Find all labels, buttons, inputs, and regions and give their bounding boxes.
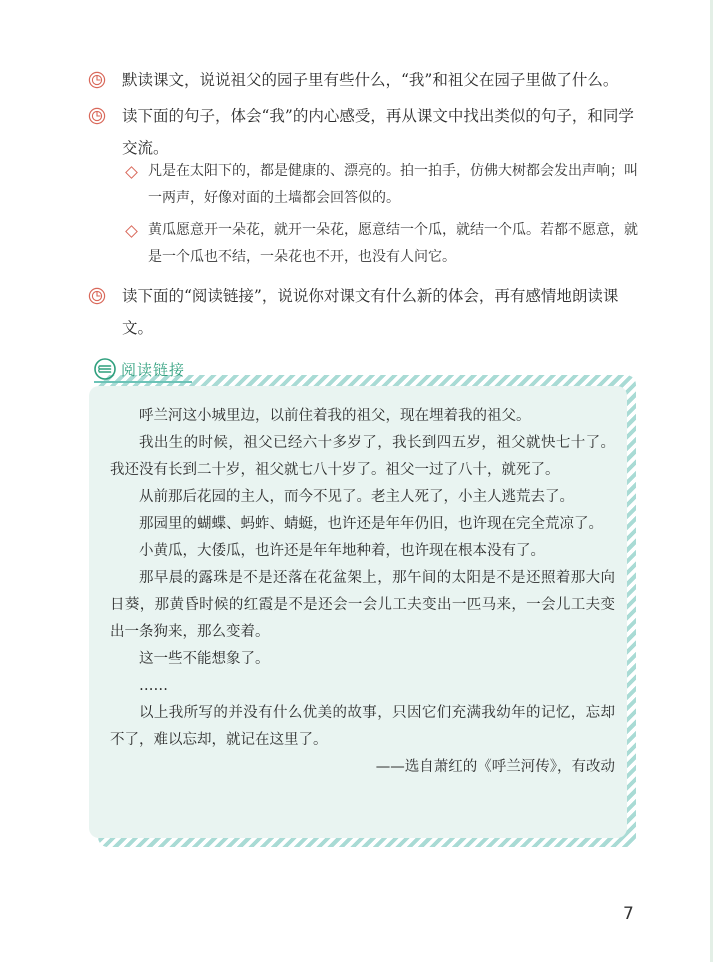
exercise-item <box>88 280 648 344</box>
spiral-seal-icon <box>88 287 106 305</box>
reading-link-header <box>94 356 185 382</box>
reading-paragraph: 我出生的时候，祖父已经六十多岁了，我长到四五岁，祖父就快七十了。我还没有长到二十岁，祖父就七八十岁了。祖父一过了八十，就死了。 <box>110 435 615 478</box>
book-stack-icon <box>94 358 116 380</box>
reading-paragraph: 从前那后花园的主人，而今不见了。老主人死了，小主人逃荒去了。 <box>139 489 574 505</box>
page-number: 7 <box>623 904 634 924</box>
reading-paragraph: 那早晨的露珠是不是还落在花盆架上，那午间的太阳是不是还照着那大向日葵，那黄昏时候的红霞是不是还会一会儿工夫变出一匹马来，一会儿工夫变出一条狗来，那么变着。 <box>110 570 615 640</box>
reading-link-title: 阅读链接 <box>121 360 186 379</box>
spiral-seal-icon <box>88 71 106 89</box>
reading-link-underline <box>94 381 192 383</box>
reading-ellipsis: …… <box>139 678 168 694</box>
spiral-seal-icon <box>88 107 106 125</box>
example-sentence-text: 黄瓜愿意开一朵花，就开一朵花，愿意结一个瓜，就结一个瓜。若都不愿意，就是一个瓜也不结，一朵花也不开，也没有人问它。 <box>148 222 638 265</box>
exercise-item <box>88 100 648 164</box>
exercise-text: 读下面的句子，体会“我”的内心感受，再从课文中找出类似的句子，和同学交流。 <box>122 107 634 157</box>
reading-paragraph: 那园里的蝴蝶、蚂蚱、蜻蜓，也许还是年年仍旧，也许现在完全荒凉了。 <box>139 516 603 532</box>
example-sentence <box>127 217 647 271</box>
diamond-icon <box>125 225 138 238</box>
reading-source: ——选自萧红的《呼兰河传》，有改动 <box>375 759 615 775</box>
example-sentence-text: 凡是在太阳下的，都是健康的、漂亮的。拍一拍手，仿佛大树都会发出声响；叫一两声，好像对面的土墙都会回答似的。 <box>148 163 638 206</box>
reading-paragraph: 小黄瓜，大倭瓜，也许还是年年地种着，也许现在根本没有了。 <box>139 543 545 559</box>
exercise-item <box>88 64 648 96</box>
reading-paragraph: 以上我所写的并没有什么优美的故事，只因它们充满我幼年的记忆，忘却不了，难以忘却，就记在这里了。 <box>110 705 615 748</box>
diamond-icon <box>125 166 138 179</box>
reading-link-text <box>110 403 615 781</box>
exercise-text: 读下面的“阅读链接”，说说你对课文有什么新的体会，再有感情地朗读课文。 <box>122 287 619 337</box>
reading-paragraph: 这一些不能想象了。 <box>139 651 270 667</box>
example-sentence <box>127 158 647 212</box>
exercise-text: 默读课文，说说祖父的园子里有些什么，“我”和祖父在园子里做了什么。 <box>122 71 619 89</box>
reading-paragraph: 呼兰河这小城里边，以前住着我的祖父，现在埋着我的祖父。 <box>139 408 531 424</box>
